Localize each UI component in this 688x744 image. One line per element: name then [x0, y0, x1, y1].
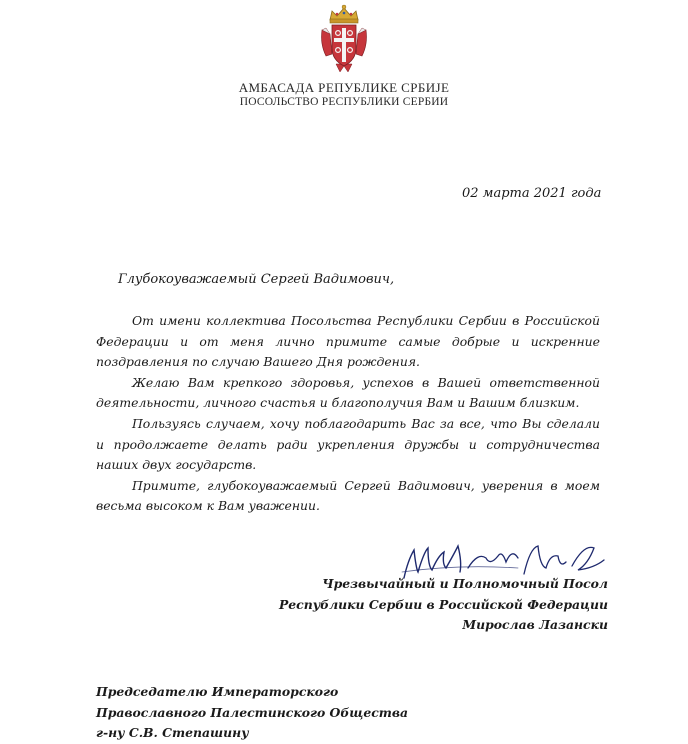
letter-body	[96, 311, 600, 517]
signature-country: Республики Сербии в Российской Федерации	[278, 596, 608, 612]
serbia-coat-of-arms-emblem	[318, 4, 370, 76]
shield-icon	[332, 25, 356, 66]
body-paragraph: Примите, глубокоуважаемый Сергей Вадимович, уверения в моем весьма высоком к Вам уважении.	[96, 477, 600, 514]
signature-title: Чрезвычайный и Полномочный Посол	[322, 576, 608, 591]
embassy-name-serbian: АМБАСАДА РЕПУБЛИКЕ СРБИЈЕ	[238, 80, 450, 95]
crown-icon	[330, 5, 358, 23]
body-paragraph: От имени коллектива Посольства Республики Сербии в Российской Федерации и от меня лично примите самые добрые и искренние поздравления по случаю Вашего Дня рождения.	[96, 313, 600, 370]
letter-date: 02 марта 2021 года	[462, 186, 602, 201]
body-paragraph: Пользуясь случаем, хочу поблагодарить Вас за все, что Вы сделали и продолжаете делать ради укрепления дружбы и сотрудничества наших двух государств.	[96, 415, 600, 473]
recipient-block	[96, 682, 408, 744]
recipient-line: Председателю Императорского	[96, 684, 339, 699]
recipient-line: г-ну С.В. Степашину	[96, 725, 249, 740]
body-paragraph: Желаю Вам крепкого здоровья, успехов в Вашей ответственной деятельности, личного счастья и благополучия Вам и Вашим близким.	[96, 374, 600, 411]
recipient-line: Православного Палестинского Общества	[96, 704, 409, 720]
letter-greeting: Глубокоуважаемый Сергей Вадимович,	[118, 272, 395, 287]
signature-block	[279, 574, 608, 636]
embassy-name-russian: ПОСОЛЬСТВО РЕСПУБЛИКИ СЕРБИИ	[239, 96, 449, 108]
signature-name: Мирослав Лазански	[462, 617, 608, 632]
